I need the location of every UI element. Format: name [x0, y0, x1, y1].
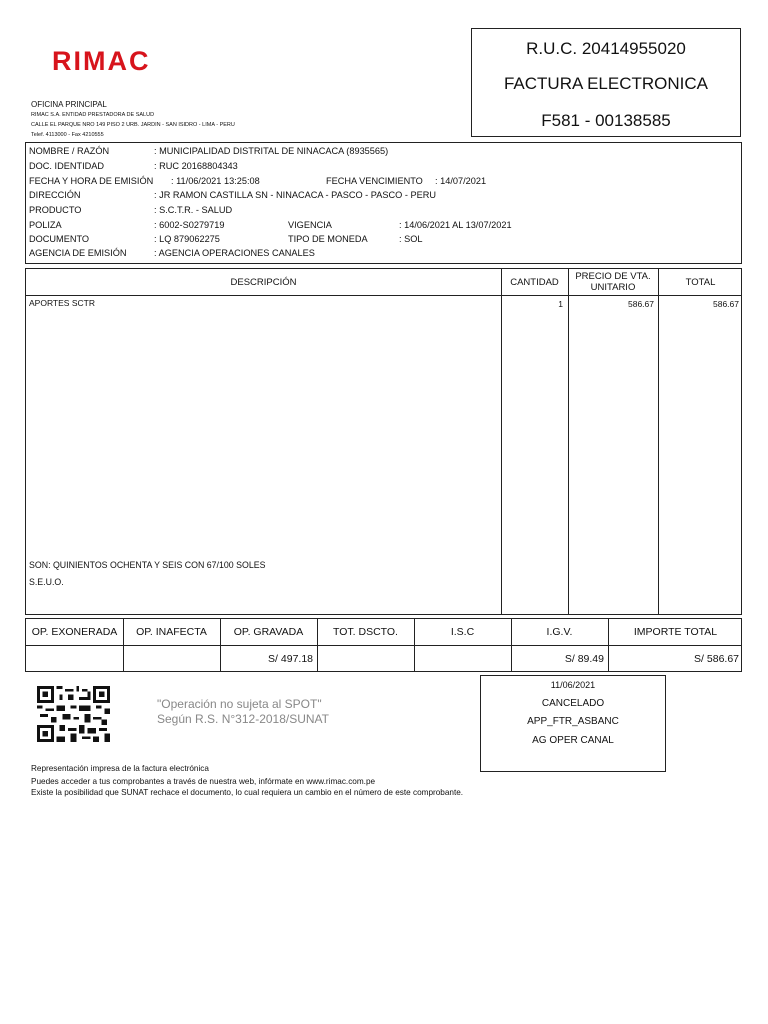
- item-descripcion: APORTES SCTR: [29, 298, 95, 308]
- totals-table: [25, 618, 742, 672]
- nombre-label: NOMBRE / RAZÓN: [29, 146, 110, 156]
- items-table: [25, 268, 742, 615]
- company-phone: Telef. 4113000 - Fax 4210555: [31, 132, 104, 138]
- header-cantidad: CANTIDAD: [510, 277, 559, 288]
- header-total: TOTAL: [685, 277, 716, 288]
- col-divider: [501, 269, 502, 614]
- op-inafecta-label: OP. INAFECTA: [136, 626, 207, 638]
- op-gravada-value: S/ 497.18: [268, 653, 313, 665]
- office-title: OFICINA PRINCIPAL: [31, 100, 107, 109]
- invoice-number: F581 - 00138585: [541, 111, 671, 130]
- qr-code: [37, 686, 110, 742]
- company-name: RIMAC S.A. ENTIDAD PRESTADORA DE SALUD: [31, 112, 155, 118]
- company-address: CALLE EL PARQUE NRO 149 PISO 2 URB. JARDIN - SAN ISIDRO - LIMA - PERU: [31, 122, 235, 128]
- dir-value: : JR RAMON CASTILLA SN - NINACACA - PASCO - PASCO - PERU: [154, 190, 436, 200]
- vigencia-label: VIGENCIA: [288, 220, 332, 230]
- fecha-label: FECHA Y HORA DE EMISIÓN: [29, 176, 154, 186]
- poliza-value: : 6002-S0279719: [154, 220, 225, 230]
- documento-label: DOCUMENTO: [29, 234, 90, 244]
- isc-label: I.S.C: [450, 626, 475, 638]
- spot-note: [157, 697, 329, 727]
- footer-line-1: Representación impresa de la factura electrónica: [31, 764, 209, 773]
- venc-value: : 14/07/2021: [435, 176, 487, 186]
- items-header-divider: [26, 295, 741, 296]
- stamp-code: APP_FTR_ASBANC: [527, 716, 619, 727]
- op-inafecta-value: [123, 646, 216, 672]
- op-exonerada-value: [26, 646, 119, 672]
- footer-line-2: Puedes acceder a tus comprobantes a través de nuestra web, infórmate en www.rimac.com.pe: [31, 777, 376, 786]
- prod-value: : S.C.T.R. - SALUD: [154, 205, 233, 215]
- spot-line-2: Según R.S. N°312-2018/SUNAT: [157, 712, 329, 726]
- fecha-value: : 11/06/2021 13:25:08: [171, 176, 260, 186]
- igv-value: S/ 89.49: [564, 653, 604, 665]
- rimac-logo: RIMAC: [52, 46, 151, 76]
- documento-value: : LQ 879062275: [154, 234, 220, 244]
- stamp-agency: AG OPER CANAL: [532, 735, 614, 746]
- dir-label: DIRECCIÓN: [29, 190, 81, 200]
- office-info: [31, 100, 235, 140]
- op-gravada-label: OP. GRAVADA: [233, 626, 304, 638]
- customer-info: [25, 142, 742, 264]
- item-precio: 586.67: [628, 299, 654, 309]
- stamp-status: CANCELADO: [541, 698, 605, 709]
- op-exonerada-label: OP. EXONERADA: [31, 626, 118, 638]
- stamp-date: 11/06/2021: [550, 680, 596, 690]
- ruc-number: R.U.C. 20414955020: [526, 39, 686, 58]
- document-type: FACTURA ELECTRONICA: [503, 74, 709, 93]
- moneda-value: : SOL: [399, 234, 423, 244]
- payment-stamp: [480, 675, 666, 772]
- venc-label: FECHA VENCIMIENTO: [326, 176, 423, 186]
- nombre-value: : MUNICIPALIDAD DISTRITAL DE NINACACA (8935565): [154, 146, 389, 156]
- poliza-label: POLIZA: [29, 220, 62, 230]
- footer-notes: [31, 762, 463, 797]
- vigencia-value: : 14/06/2021 AL 13/07/2021: [399, 220, 512, 230]
- isc-value: [414, 646, 507, 672]
- doc-value: : RUC 20168804343: [154, 161, 238, 171]
- agencia-value: : AGENCIA OPERACIONES CANALES: [154, 248, 315, 258]
- item-cantidad: 1: [558, 299, 563, 309]
- header-precio-1: PRECIO DE VTA.: [575, 271, 651, 282]
- amount-in-words: SON: QUINIENTOS OCHENTA Y SEIS CON 67/100 SOLES: [29, 560, 266, 570]
- col-divider: [568, 269, 569, 614]
- footer-line-3: Existe la posibilidad que SUNAT rechace el documento, lo cual requiera un cambio en el número de este comprobante.: [31, 788, 464, 797]
- agencia-label: AGENCIA DE EMISIÓN: [29, 248, 127, 258]
- importe-total-label: IMPORTE TOTAL: [633, 626, 718, 638]
- moneda-label: TIPO DE MONEDA: [288, 234, 368, 244]
- importe-total-value: S/ 586.67: [694, 653, 739, 665]
- tot-dscto-label: TOT. DSCTO.: [333, 626, 398, 638]
- doc-label: DOC. IDENTIDAD: [29, 161, 105, 171]
- spot-line-1: "Operación no sujeta al SPOT": [157, 697, 322, 711]
- header-precio-2: UNITARIO: [590, 282, 636, 293]
- seuo-note: S.E.U.O.: [29, 577, 64, 587]
- item-total: 586.67: [713, 299, 739, 309]
- col-divider: [658, 269, 659, 614]
- tot-dscto-value: [317, 646, 410, 672]
- header-descripcion: DESCRIPCIÓN: [230, 277, 297, 288]
- ruc-box: [471, 28, 741, 137]
- igv-label: I.G.V.: [546, 626, 573, 638]
- prod-label: PRODUCTO: [29, 205, 82, 215]
